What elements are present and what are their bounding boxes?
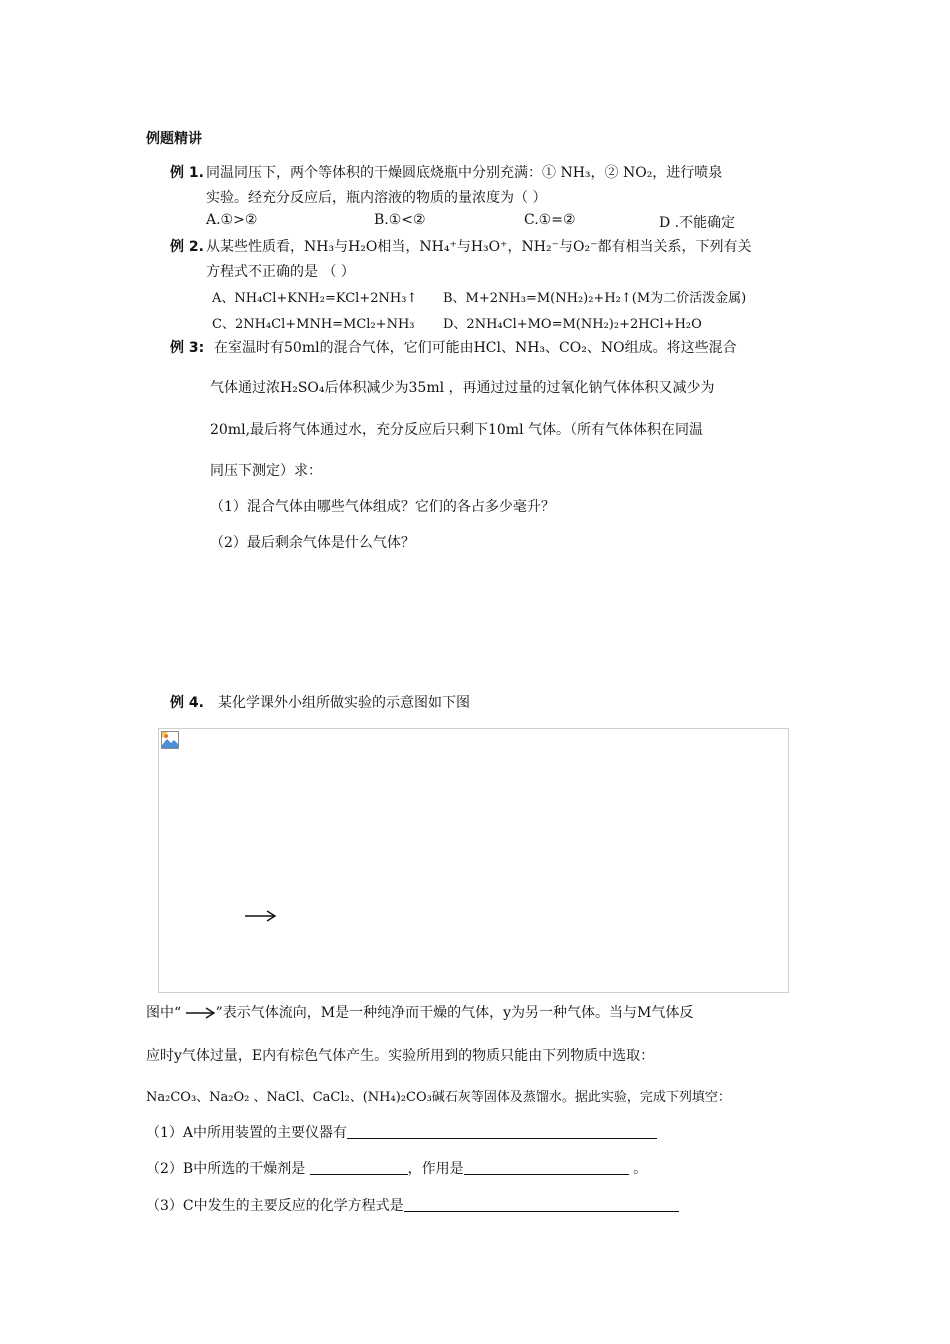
ex4-q2-text-a: （2）B中所选的干燥剂是 — [146, 1161, 310, 1177]
experiment-figure — [158, 728, 789, 993]
ex2-option-a: A、NH₄Cl+KNH₂=KCl+2NH₃↑ — [212, 291, 418, 306]
ex1-option-c: C.①=② — [524, 212, 576, 228]
ex1-option-b: B.①<② — [374, 212, 426, 228]
ex3-line3: 20ml,最后将气体通过水，充分反应后只剩下10ml 气体。（所有气体体积在同温 — [210, 422, 704, 438]
section-title: 例题精讲 — [146, 131, 202, 147]
ex3-question-1: （1）混合气体由哪些气体组成？它们的各占多少毫升？ — [210, 499, 555, 515]
ex4-paragraph-2: 应时y气体过量，E内有棕色气体产生。实验所用到的物质只能由下列物质中选取： — [146, 1048, 655, 1064]
ex2-option-b: B、M+2NH₃=M(NH₂)₂+H₂↑(M为二价活泼金属) — [443, 291, 747, 306]
ex4-p1-after: ”表示气体流向，M是一种纯净而干燥的气体，y为另一种气体。当与M气体反 — [215, 1005, 694, 1021]
ex4-q2-text-c: 。 — [628, 1161, 648, 1177]
ex2-line2: 方程式不正确的是 （ ） — [206, 264, 355, 280]
ex4-paragraph-1 — [146, 1002, 693, 1022]
ex1-option-d: D .不能确定 — [659, 215, 736, 231]
ex1-line2: 实验。经充分反应后，瓶内溶液的物质的量浓度为（ ） — [206, 190, 547, 206]
ex4-question-3 — [146, 1195, 679, 1215]
ex2-option-d: D、2NH₄Cl+MO=M(NH₂)₂+2HCl+H₂O — [443, 317, 702, 332]
ex3-question-2: （2）最后剩余气体是什么气体？ — [210, 535, 415, 551]
ex2-line1: 从某些性质看，NH₃与H₂O相当，NH₄⁺与H₃O⁺，NH₂⁻与O₂⁻都有相当关系，下列有关 — [206, 239, 752, 255]
ex2-label: 例 2. — [170, 239, 204, 255]
ex3-line4: 同压下测定）求： — [210, 463, 322, 479]
ex4-intro: 某化学课外小组所做实验的示意图如下图 — [218, 695, 470, 711]
ex4-q2-text-b: ，作用是 — [407, 1161, 464, 1177]
ex1-label: 例 1. — [170, 165, 204, 181]
inline-flow-arrow-icon — [186, 1007, 216, 1019]
answer-blank-2a[interactable] — [310, 1160, 408, 1175]
ex4-p1-before: 图中“ — [146, 1005, 186, 1021]
gas-flow-arrow-icon — [245, 909, 277, 923]
answer-blank-3[interactable] — [404, 1197, 679, 1212]
ex4-question-1 — [146, 1122, 657, 1142]
ex3-line2: 气体通过浓H₂SO₄后体积减少为35ml ，再通过过量的过氧化钠气体体积又减少为 — [210, 380, 715, 396]
answer-blank-2b[interactable] — [464, 1160, 629, 1175]
ex4-paragraph-3: Na₂CO₃、Na₂O₂ 、NaCl、CaCl₂、(NH₄)₂CO₃碱石灰等固体及蒸馏水。据此实验，完成下列填空： — [146, 1090, 731, 1105]
ex3-label: 例 3: — [170, 340, 205, 356]
broken-image-icon — [161, 731, 179, 749]
ex1-line1: 同温同压下，两个等体积的干燥圆底烧瓶中分别充满：① NH₃，② NO₂，进行喷泉 — [206, 165, 723, 181]
ex4-label: 例 4. — [170, 695, 204, 711]
ex1-option-a: A.①>② — [206, 212, 258, 228]
ex4-q1-text: （1）A中所用装置的主要仪器有 — [146, 1125, 348, 1141]
ex3-line1: 在室温时有50ml的混合气体，它们可能由HCl、NH₃、CO₂、NO组成。将这些混合 — [214, 340, 737, 356]
answer-blank-1[interactable] — [347, 1124, 657, 1139]
ex4-q3-text: （3）C中发生的主要反应的化学方程式是 — [146, 1198, 404, 1214]
ex4-question-2 — [146, 1158, 647, 1178]
ex2-option-c: C、2NH₄Cl+MNH=MCl₂+NH₃ — [212, 317, 415, 332]
